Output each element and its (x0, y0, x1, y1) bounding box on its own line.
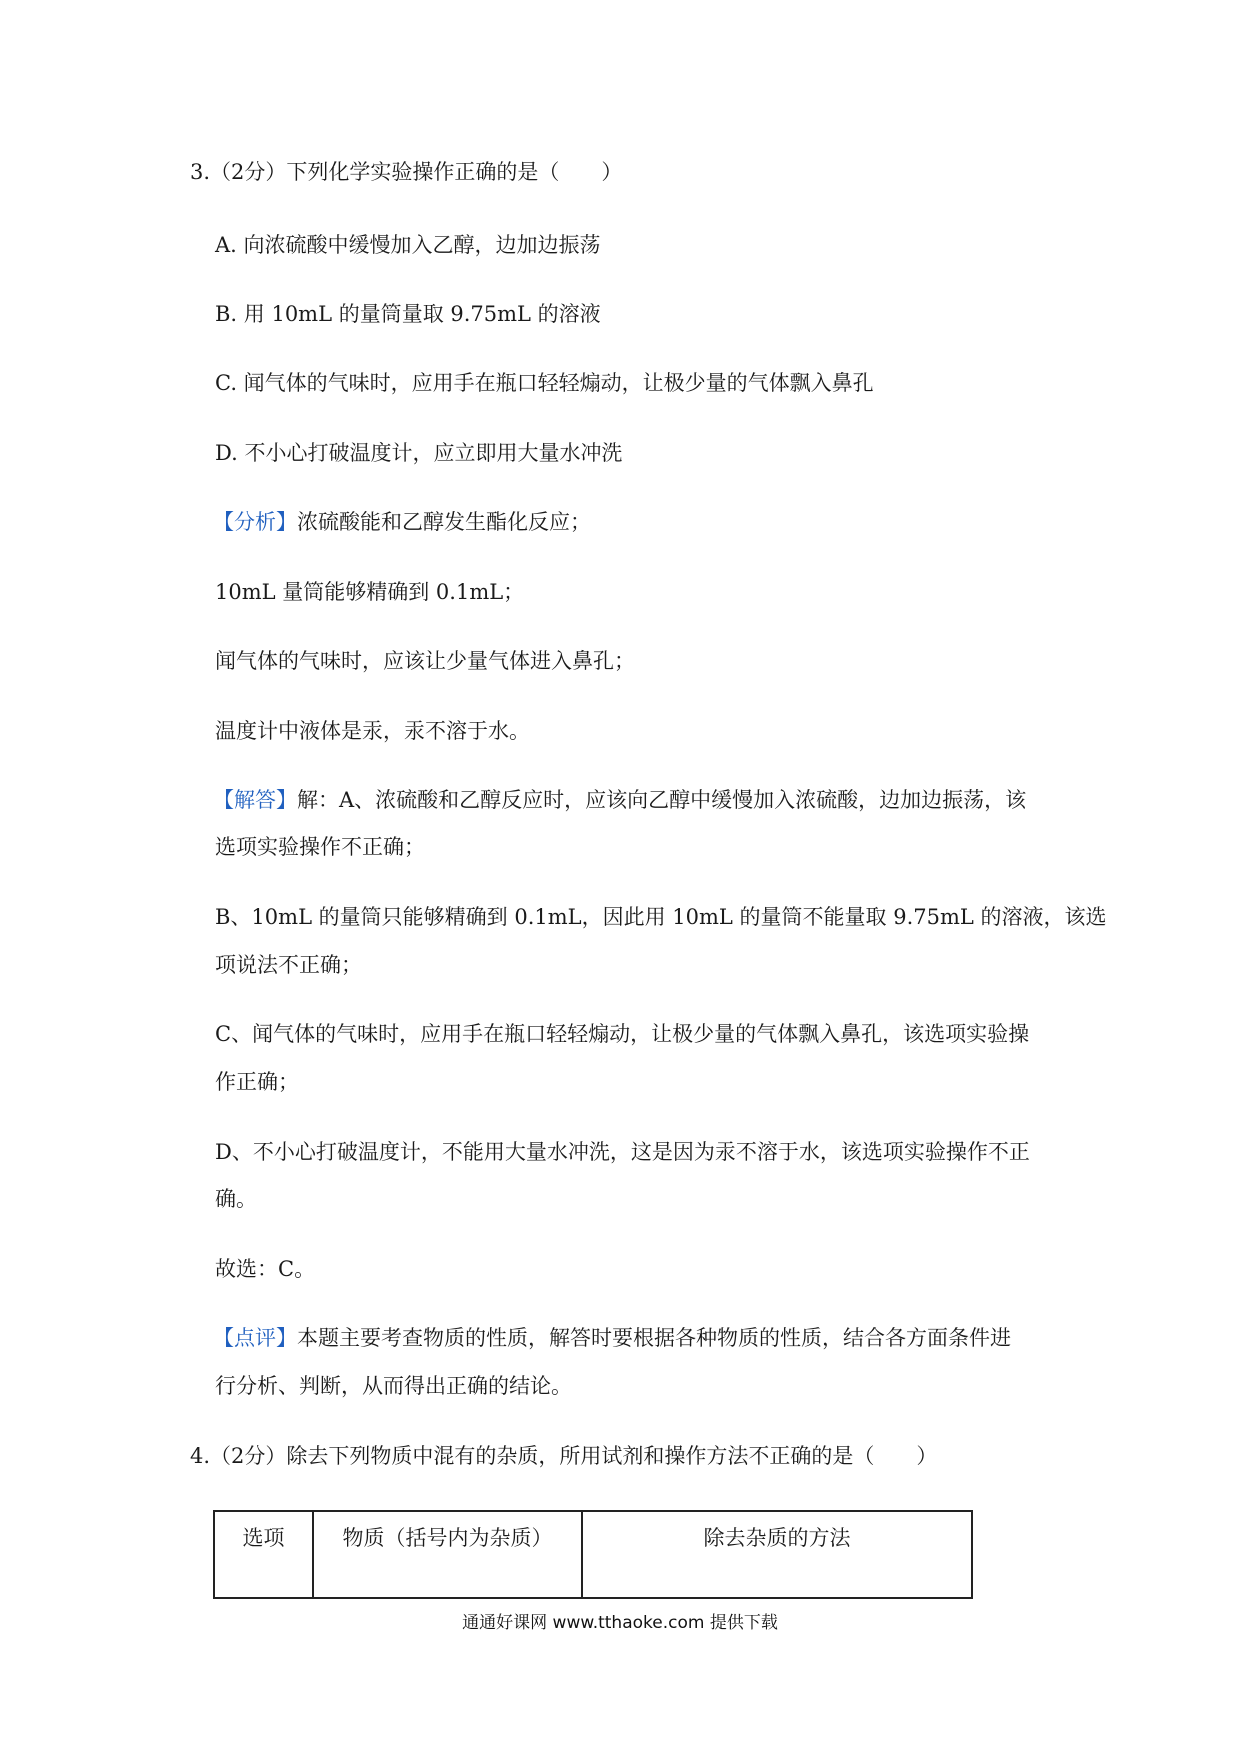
option-c: C. 闻气体的气味时，应用手在瓶口轻轻煽动，让极少量的气体飘入鼻孔 (215, 371, 874, 395)
header-option: 选项 (214, 1511, 313, 1598)
answer-choice: 故选：C。 (215, 1257, 316, 1281)
header-method: 除去杂质的方法 (582, 1511, 972, 1598)
answer-line-1 (213, 785, 1026, 815)
question-4-stem: 4.（2分）除去下列物质中混有的杂质，所用试剂和操作方法不正确的是（ ） (190, 1444, 938, 1468)
answer-line-6: 作正确； (215, 1070, 299, 1094)
header-substance: 物质（括号内为杂质） (313, 1511, 582, 1598)
table-header-row (214, 1511, 972, 1598)
answer-tag: 【解答】 (213, 788, 297, 812)
analysis-line-3: 闻气体的气味时，应该让少量气体进入鼻孔； (215, 649, 635, 673)
comment-line-1 (213, 1323, 1011, 1353)
answer-line-8: 确。 (215, 1187, 257, 1211)
analysis-text: 浓硫酸能和乙醇发生酯化反应； (297, 510, 591, 534)
page-footer: 通通好课网 www.tthaoke.com 提供下载 (462, 1613, 778, 1633)
question-3-stem: 3.（2分）下列化学实验操作正确的是（ ） (190, 160, 623, 184)
option-d: D. 不小心打破温度计，应立即用大量水冲洗 (215, 441, 623, 465)
analysis-line-1 (213, 507, 591, 537)
answer-line-7: D、不小心打破温度计，不能用大量水冲洗，这是因为汞不溶于水，该选项实验操作不正 (215, 1140, 1030, 1164)
option-a: A. 向浓硫酸中缓慢加入乙醇，边加边振荡 (215, 233, 601, 257)
analysis-line-4: 温度计中液体是汞，汞不溶于水。 (215, 719, 530, 743)
comment-line-2: 行分析、判断，从而得出正确的结论。 (215, 1374, 572, 1398)
comment-tag: 【点评】 (213, 1326, 297, 1350)
answer-line-5: C、闻气体的气味时，应用手在瓶口轻轻煽动，让极少量的气体飘入鼻孔，该选项实验操 (215, 1022, 1030, 1046)
answer-line-2: 选项实验操作不正确； (215, 835, 425, 859)
analysis-tag: 【分析】 (213, 510, 297, 534)
answer-line-3: B、10mL 的量筒只能够精确到 0.1mL，因此用 10mL 的量筒不能量取 9.75mL 的溶液，该选 (215, 905, 1107, 929)
analysis-line-2: 10mL 量筒能够精确到 0.1mL； (215, 580, 525, 604)
option-b: B. 用 10mL 的量筒量取 9.75mL 的溶液 (215, 302, 601, 326)
answer-line-4: 项说法不正确； (215, 953, 362, 977)
options-table (213, 1510, 973, 1599)
answer-text: 解：A、浓硫酸和乙醇反应时，应该向乙醇中缓慢加入浓硫酸，边加边振荡，该 (297, 788, 1027, 812)
comment-text: 本题主要考查物质的性质，解答时要根据各种物质的性质，结合各方面条件进 (297, 1326, 1011, 1350)
